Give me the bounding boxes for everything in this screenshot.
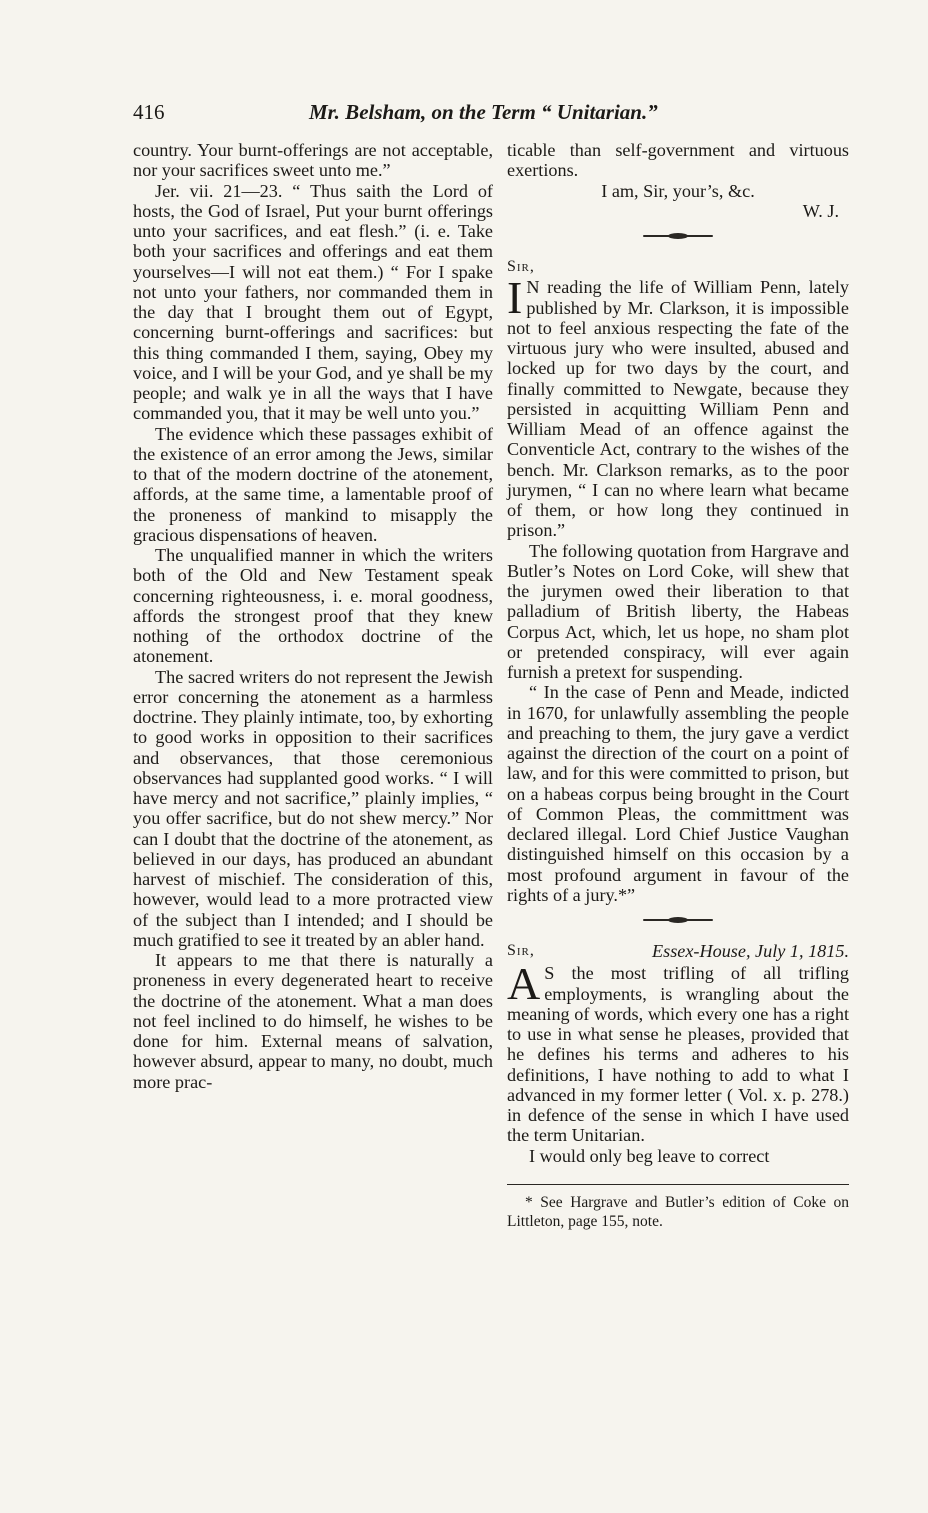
paragraph: country. Your burnt-offerings are not acceptable, nor your sacrifices sweet unto me.” — [133, 140, 493, 181]
footnote: * See Hargrave and Butler’s edition of Coke on Littleton, page 155, note. — [507, 1193, 849, 1230]
paragraph: The evidence which these passages exhibit of the existence of an error among the Jews, similar to that of the modern doctrine of the atonement, affords, at the same time, a lamentable proof of the proneness of mankind to misapply the gracious dispensations of heaven. — [133, 423, 493, 545]
letter-heading — [507, 941, 849, 961]
drop-cap: I — [507, 272, 523, 324]
letter-closing: I am, Sir, your’s, &c. — [601, 180, 755, 201]
paragraph — [507, 958, 849, 1146]
running-header — [133, 100, 833, 132]
paragraph: The sacred writers do not represent the Jewish error concerning the atonement as a harmless doctrine. They plainly intimate, too, by exhorting to good works in opposition to their sacrifices and observances, that those ceremonious observances had supplanted good works. “ I will have mercy and not sacrifice,” plainly implies, “ you offer sacrifice, but do not shew mercy.” Nor can I doubt that the doctrine of the atonement, as believed in our days, has produced an abundant harvest of mischief. The consideration of this, however, would lead to a more protracted view of the subject than I intended; and I should be much gratified to see it treated by an abler hand. — [133, 666, 493, 950]
paragraph: Jer. vii. 21—23. “ Thus saith the Lord of hosts, the God of Israel, Put your burnt offerings unto your sacrifices, and eat flesh.” (i. e. Take both your sacrifices and offerings and eat them yourselves—I will not eat them.) “ For I spake not unto your fathers, nor commanded them in the day that I brought them out of Egypt, concerning burnt-offerings and sacrifices: but this thing commanded I them, saying, Obey my voice, and I will be your God, and ye shall be my people; and walk ye in all the ways that I have commanded you, that it may be well unto you.” — [133, 180, 493, 424]
page-number: 416 — [133, 100, 165, 124]
footnote-rule — [507, 1184, 849, 1185]
paragraph-text: S the most trifling of all trifling employments, is wrangling about the meaning of words, which every one has a right to use in what sense he pleases, provided that he defines his terms and adheres to his definitions, I have nothing to add to what I advanced in my former letter ( Vol. x. p. 278.) in defence of the sense in which I have used the term Unitarian. — [507, 963, 849, 1146]
paragraph-text: N reading the life of William Penn, lately published by Mr. Clarkson, it is impossible not to feel anxious respecting the fate of the virtuous jury who were insulted, abused and locked up for two days by the court, and finally committed to Newgate, because they persisted in acquitting William Penn and William Mead of an offence against the Conventicle Act, contrary to the wishes of the bench. Mr. Clarkson remarks, as to the poor jurymen, “ I can no where learn what became of them, or how long they continued in prison.” — [507, 277, 849, 541]
place-date: Essex-House, July 1, 1815. — [652, 941, 849, 961]
section-divider — [643, 917, 713, 923]
paragraph: The following quotation from Hargrave and Butler’s Notes on Lord Coke, will shew that the jurymen owed their liberation to that palladium of British liberty, the Habeas Corpus Act, which, let us hope, no sham plot or pretended conspiracy, will ever again furnish a pretext for suspending. — [507, 540, 849, 682]
section-divider — [643, 233, 713, 239]
paragraph: “ In the case of Penn and Meade, indicted in 1670, for unlawfully assembling the people and preaching to them, the jury gave a verdict against the direction of the court on a point of law, and for this were committed to prison, but on a habeas corpus being brought in the Court of Common Pleas, the committment was declared illegal. Lord Chief Justice Vaughan distinguished himself on this occasion by a most profound argument in favour of the rights of a jury.*” — [507, 682, 849, 905]
paragraph: It appears to me that there is naturally a proneness in every degenerated heart to receive the doctrine of the atonement. What a man does not feel inclined to do himself, he wishes to be done for him. External means of salvation, however absurd, appear to many, no doubt, much more prac- — [133, 950, 493, 1092]
right-column — [507, 140, 849, 1231]
signature-initials: W. J. — [802, 200, 839, 221]
paragraph: ticable than self-government and virtuous exertions. — [507, 140, 849, 181]
salutation: Sir, — [507, 942, 535, 959]
running-title: Mr. Belsham, on the Term “ Unitarian.” — [309, 100, 658, 124]
left-column — [133, 140, 493, 1092]
paragraph — [507, 272, 849, 541]
drop-cap: A — [507, 958, 541, 1010]
paragraph: The unqualified manner in which the writers both of the Old and New Testament speak concerning righteousness, i. e. moral goodness, affords the strongest proof that they knew nothing of the orthodox doctrine of the atonement. — [133, 545, 493, 667]
paragraph: I would only beg leave to correct — [529, 1145, 770, 1166]
salutation: Sir, — [507, 258, 535, 275]
